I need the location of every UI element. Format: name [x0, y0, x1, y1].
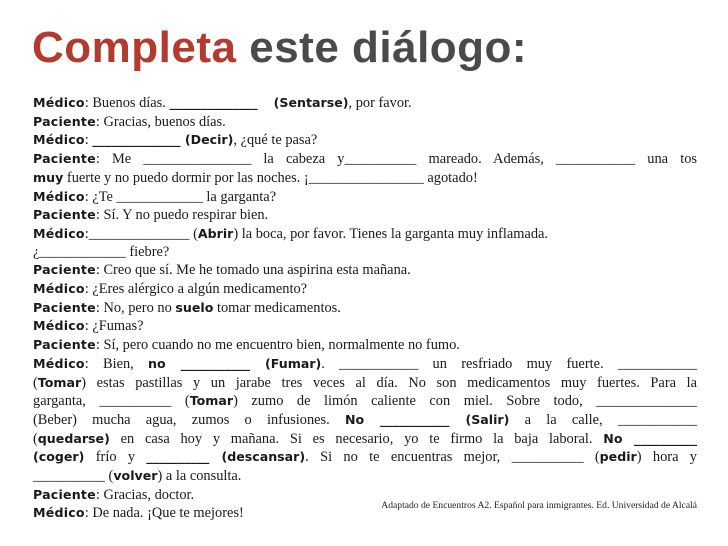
line-text: a la calle, ___________	[509, 411, 697, 428]
dialog-line	[33, 131, 697, 150]
line-text: , ¿qué te pasa?	[233, 132, 318, 149]
line-text: : ¿Fumas?	[84, 318, 144, 335]
dialog-line	[33, 392, 697, 411]
verb-hint: quedarse)	[37, 430, 110, 446]
verb-hint: Tomar	[189, 393, 234, 409]
speaker-label: Médico	[33, 95, 85, 110]
verb-hint: No __________	[603, 430, 697, 446]
line-text: frío y	[84, 449, 147, 466]
verb-hint: No ___________ (Salir)	[344, 411, 510, 427]
dialog-line	[33, 299, 697, 318]
emphasis: suelo	[175, 299, 214, 315]
line-text: tomar medicamentos.	[213, 299, 341, 316]
dialog-line	[33, 411, 697, 430]
dialog-line	[33, 280, 697, 299]
line-text: , por favor.	[348, 95, 412, 111]
dialog-line	[33, 206, 697, 225]
verb-hint: __________ (descansar)	[146, 449, 306, 465]
speaker-label: Médico	[33, 318, 85, 334]
dialog-line	[33, 336, 697, 355]
line-text: ) la boca, por favor. Tienes la garganta muy inflamada.	[233, 225, 548, 242]
line-text: ) zumo de limón caliente con miel. Sobre todo, ______________	[233, 393, 697, 410]
line-text: (Beber) mucha agua, zumos o infusiones.	[33, 411, 345, 428]
dialog-line	[33, 467, 697, 486]
verb-hint: (Sentarse)	[273, 95, 349, 110]
speaker-label: Paciente	[33, 262, 96, 278]
line-text: ) estas pastillas y un jarabe tres veces al día. No son medicamentos muy fuertes. Para la	[81, 374, 697, 391]
line-text: : Sí. Y no puedo respirar bien.	[95, 207, 269, 224]
line-text: :	[84, 132, 93, 149]
source-citation: Adaptado de Encuentros A2. Español para inmigrantes. Ed. Universidad de Alcalá	[381, 500, 697, 511]
line-text: : ¿Te ____________ la garganta?	[84, 188, 277, 205]
line-text: (	[33, 374, 38, 391]
dialog-line	[33, 188, 697, 207]
line-text: : Sí, pero cuando no me encuentro bien, normalmente no fumo.	[95, 337, 460, 354]
line-text: en casa hoy y mañana. Si es necesario, yo te firmo la baja laboral.	[109, 430, 604, 447]
speaker-label: Médico	[33, 188, 85, 204]
line-text: : Bien,	[84, 355, 149, 372]
line-text: . Si no te encuentras mejor, __________ (	[305, 449, 600, 466]
line-text: . ___________ un resfriado muy fuerte. ___________	[321, 355, 697, 372]
verb-hint: no ___________ (Fumar)	[148, 355, 322, 371]
line-text: : Creo que sí. Me he tomado una aspirina esta mañana.	[95, 262, 411, 279]
dialog-line	[33, 244, 697, 262]
line-text: : No, pero no	[95, 299, 176, 316]
line-text: : Buenos días.	[84, 95, 170, 111]
verb-hint: (coger)	[33, 449, 85, 465]
verb-hint: pedir	[599, 449, 637, 465]
dialog-line	[33, 150, 697, 169]
verb-hint: ______________ (Decir)	[92, 132, 234, 148]
speaker-label: Paciente	[33, 151, 96, 167]
speaker-label: Paciente	[33, 299, 96, 315]
dialog-line	[33, 113, 697, 132]
line-text: ) a la consulta.	[157, 468, 242, 485]
speaker-label: Paciente	[33, 337, 96, 353]
line-text: ¿____________ fiebre?	[33, 243, 170, 260]
page-title	[32, 22, 527, 74]
line-text: : Me _______________ la cabeza y__________ mareado. Además, ___________ una tos	[95, 151, 697, 168]
title-rest: este diálogo:	[249, 23, 528, 72]
dialog-line	[33, 448, 697, 467]
speaker-label: Médico	[33, 505, 85, 521]
line-text: :______________ (	[84, 225, 198, 242]
line-text: garganta, __________ (	[33, 393, 190, 410]
blank: ______________	[169, 95, 258, 110]
speaker-label: Paciente	[33, 113, 96, 129]
dialog-line	[33, 261, 697, 280]
dialog-line	[33, 169, 697, 188]
line-text: : ¿Eres alérgico a algún medicamento?	[84, 281, 308, 298]
dialog-line	[33, 374, 697, 393]
dialog-text	[33, 94, 697, 523]
speaker-label: Paciente	[33, 207, 96, 223]
line-text: __________ (	[33, 468, 114, 485]
line-text: fuerte y no puedo dormir por las noches. ¡________________ agotado!	[63, 169, 478, 186]
dialog-line	[33, 225, 697, 244]
speaker-label: Médico	[33, 281, 85, 297]
title-highlight: Completa	[32, 23, 237, 72]
speaker-label: Médico	[33, 132, 85, 148]
line-text: ) hora y	[636, 449, 697, 466]
speaker-label: Médico	[33, 355, 85, 371]
dialog-line	[33, 317, 697, 336]
speaker-label: Paciente	[33, 486, 96, 502]
line-text: : Gracias, buenos días.	[95, 113, 226, 130]
line-text: (	[33, 430, 38, 447]
line-text: : Gracias, doctor.	[95, 486, 195, 503]
line-text: : De nada. ¡Que te mejores!	[84, 505, 244, 522]
emphasis: muy	[33, 169, 64, 185]
dialog-line	[33, 355, 697, 374]
verb-hint: Abrir	[197, 225, 234, 241]
verb-hint: Tomar	[37, 374, 82, 390]
dialog-line	[33, 430, 697, 449]
verb-hint: volver	[113, 468, 158, 484]
speaker-label: Médico	[33, 225, 85, 241]
dialog-line	[33, 94, 697, 113]
